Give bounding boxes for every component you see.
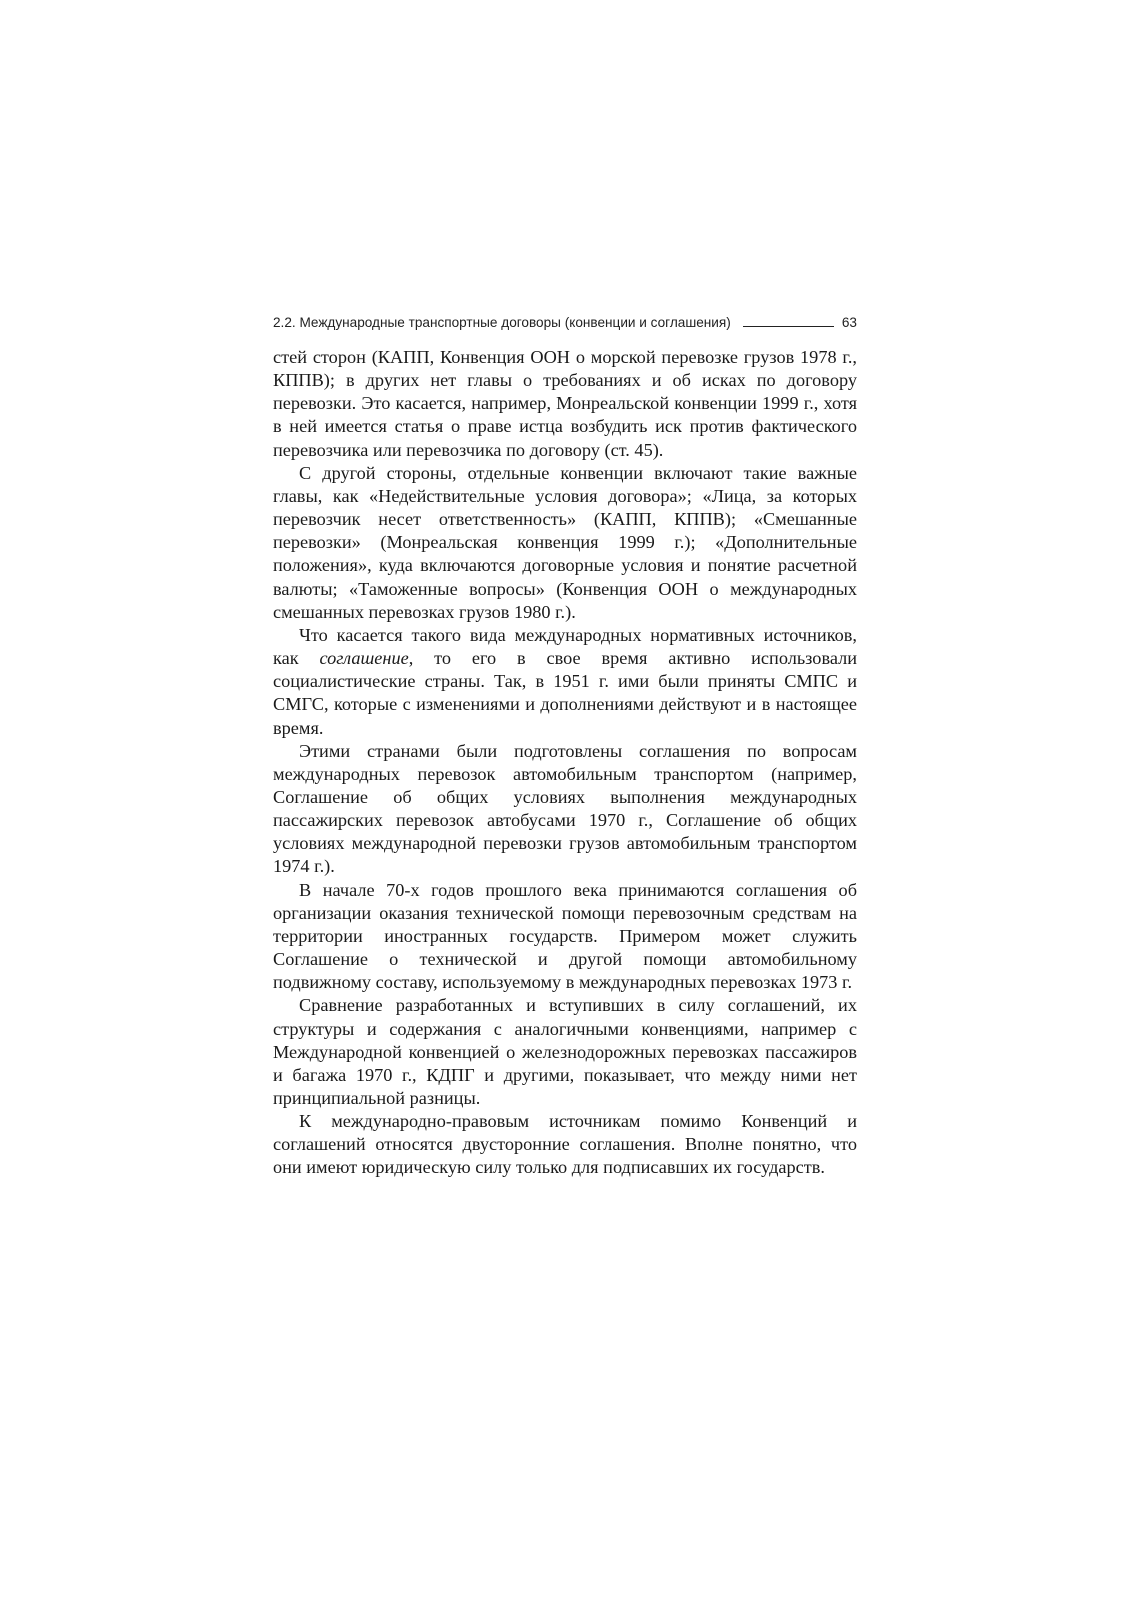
paragraph-text-after-italic: , то его в свое время активно использовали социалистические страны. Так, в 1951 г. ими были приняты СМПС и СМГС, которые с изменениями и дополнениями действуют и в настоящее время.: [273, 648, 858, 738]
paragraph-comparison-with-conventions: Сравнение разработанных и вступивших в силу соглашений, их структуры и содержания с аналогичными конвенциями, например с Международной конвенцией о железнодорожных перевозках пассажиров и багажа 1970 г., КДПГ и другими, показывает, что между ними нет принципиальной разницы.: [273, 995, 857, 1108]
paragraph-bilateral-agreements: К международно-правовым источникам помимо Конвенций и соглашений относятся двусторонние соглашения. Вполне понятно, что они имеют юридическую силу только для подписавших их государств.: [273, 1111, 857, 1178]
paragraph-agreements-socialist-countries: [273, 624, 857, 740]
paragraph-text-before-italic: Что касается такого вида международных нормативных источников, как: [273, 624, 857, 669]
page-header: [273, 306, 857, 330]
page-number: 63: [841, 315, 857, 330]
header-rule: [743, 326, 834, 327]
running-head: 2.2. Международные транспортные договоры (конвенции и соглашения): [273, 315, 731, 330]
body-text: [273, 346, 857, 1180]
paragraph-technical-assistance-agreements: В начале 70-х годов прошлого века принимаются соглашения об организации оказания технической помощи перевозочным средствам на территории иностранных государств. Примером может служить Соглашение о технической и другой помощи автомобильному подвижному составу, используемому в международных перевозках 1973 г.: [273, 879, 857, 993]
paragraph-continued-from-previous-page: стей сторон (КАПП, Конвенция ООН о морской перевозке грузов 1978 г., КППВ); в других нет главы о требованиях и об исках по договору перевозки. Это касается, например, Монреальской конвенции 1999 г., хотя в ней имеется статья о праве истца возбудить иск против фактического перевозчика или перевозчика по договору (ст. 45).: [273, 347, 857, 460]
paragraph-road-transport-agreements: Этими странами были подготовлены соглашения по вопросам международных перевозок автомобильным транспортом (например, Соглашение об общих условиях выполнения международных пассажирских перевозок автобусами 1970 г., Соглашение об общих условиях международной перевозки грузов автомобильным транспортом 1974 г.).: [273, 740, 857, 877]
paragraph-convention-chapters: С другой стороны, отдельные конвенции включают такие важные главы, как «Недействительные условия договора»; «Лица, за которых перевозчик несет ответственность» (КАПП, КППВ); «Смешанные перевозки» (Монреальская конвенция 1999 г.); «Дополнительные положения», куда включаются договорные условия и понятие расчетной валюты; «Таможенные вопросы» (Конвенция ООН о международных смешанных перевозках грузов 1980 г.).: [273, 462, 857, 622]
italic-term-agreement: соглашение: [319, 648, 409, 669]
